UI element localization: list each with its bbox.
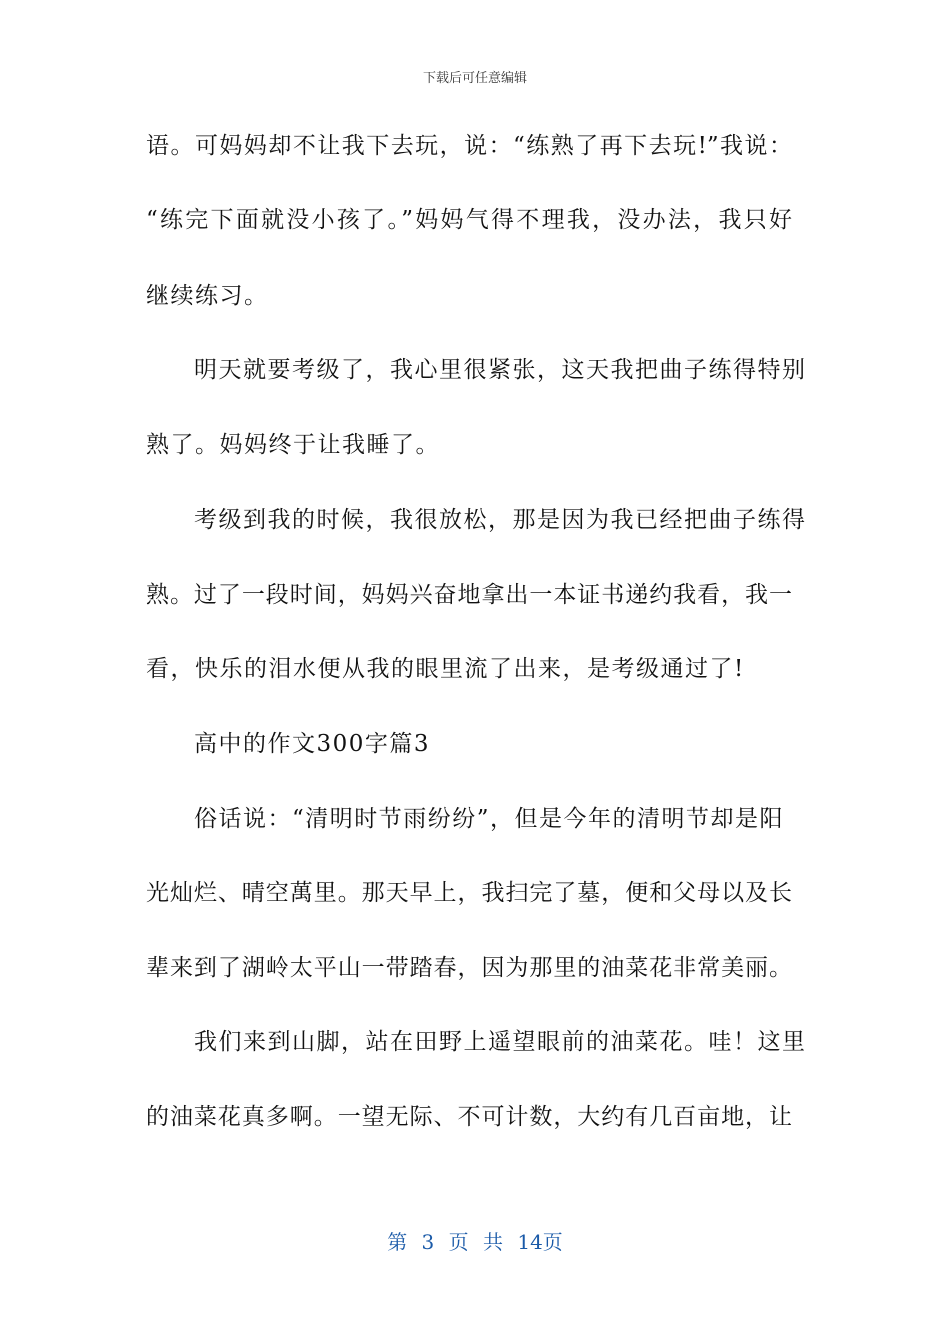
text-line: 看，快乐的泪水便从我的眼里流了出来，是考级通过了! — [146, 656, 745, 682]
page-footer — [0, 1226, 950, 1255]
page-header-note: 下载后可任意编辑 — [422, 71, 527, 86]
text-line: 我们来到山脚，站在田野上遥望眼前的油菜花。哇！这里 — [194, 1029, 807, 1055]
text-line: 光灿烂、晴空萬里。那天早上，我扫完了墓，便和父母以及长 — [146, 880, 792, 906]
text-line: 语。可妈妈却不让我下去玩，说：“练熟了再下去玩!”我说： — [146, 133, 792, 159]
text-line: 辈来到了湖岭太平山一带踏春，因为那里的油菜花非常美丽。 — [146, 955, 792, 981]
footer-ye: 页 — [448, 1230, 469, 1254]
text-line: 熟。过了一段时间，妈妈兴奋地拿出一本证书递约我看，我一 — [146, 582, 792, 608]
text-line: 明天就要考级了，我心里很紧张，这天我把曲子练得特别 — [194, 357, 807, 383]
text-line: “练完下面就没小孩了。”妈妈气得不理我，没办法，我只好 — [146, 207, 792, 233]
text-line: 俗话说：“清明时节雨纷纷”，但是今年的清明节却是阳 — [194, 806, 785, 832]
footer-total-pages: 14页 — [517, 1230, 563, 1254]
footer-di: 第 — [387, 1230, 408, 1254]
text-line: 的油菜花真多啊。一望无际、不可计数，大约有几百亩地，让 — [146, 1104, 792, 1130]
text-line: 熟了。妈妈终于让我睡了。 — [146, 432, 440, 458]
text-line: 继续练习。 — [146, 283, 269, 309]
text-line: 考级到我的时候，我很放松，那是因为我已经把曲子练得 — [194, 507, 807, 533]
section-heading: 高中的作文300字篇3 — [194, 731, 431, 757]
footer-page-number: 3 — [421, 1230, 435, 1254]
footer-gong: 共 — [483, 1230, 503, 1254]
